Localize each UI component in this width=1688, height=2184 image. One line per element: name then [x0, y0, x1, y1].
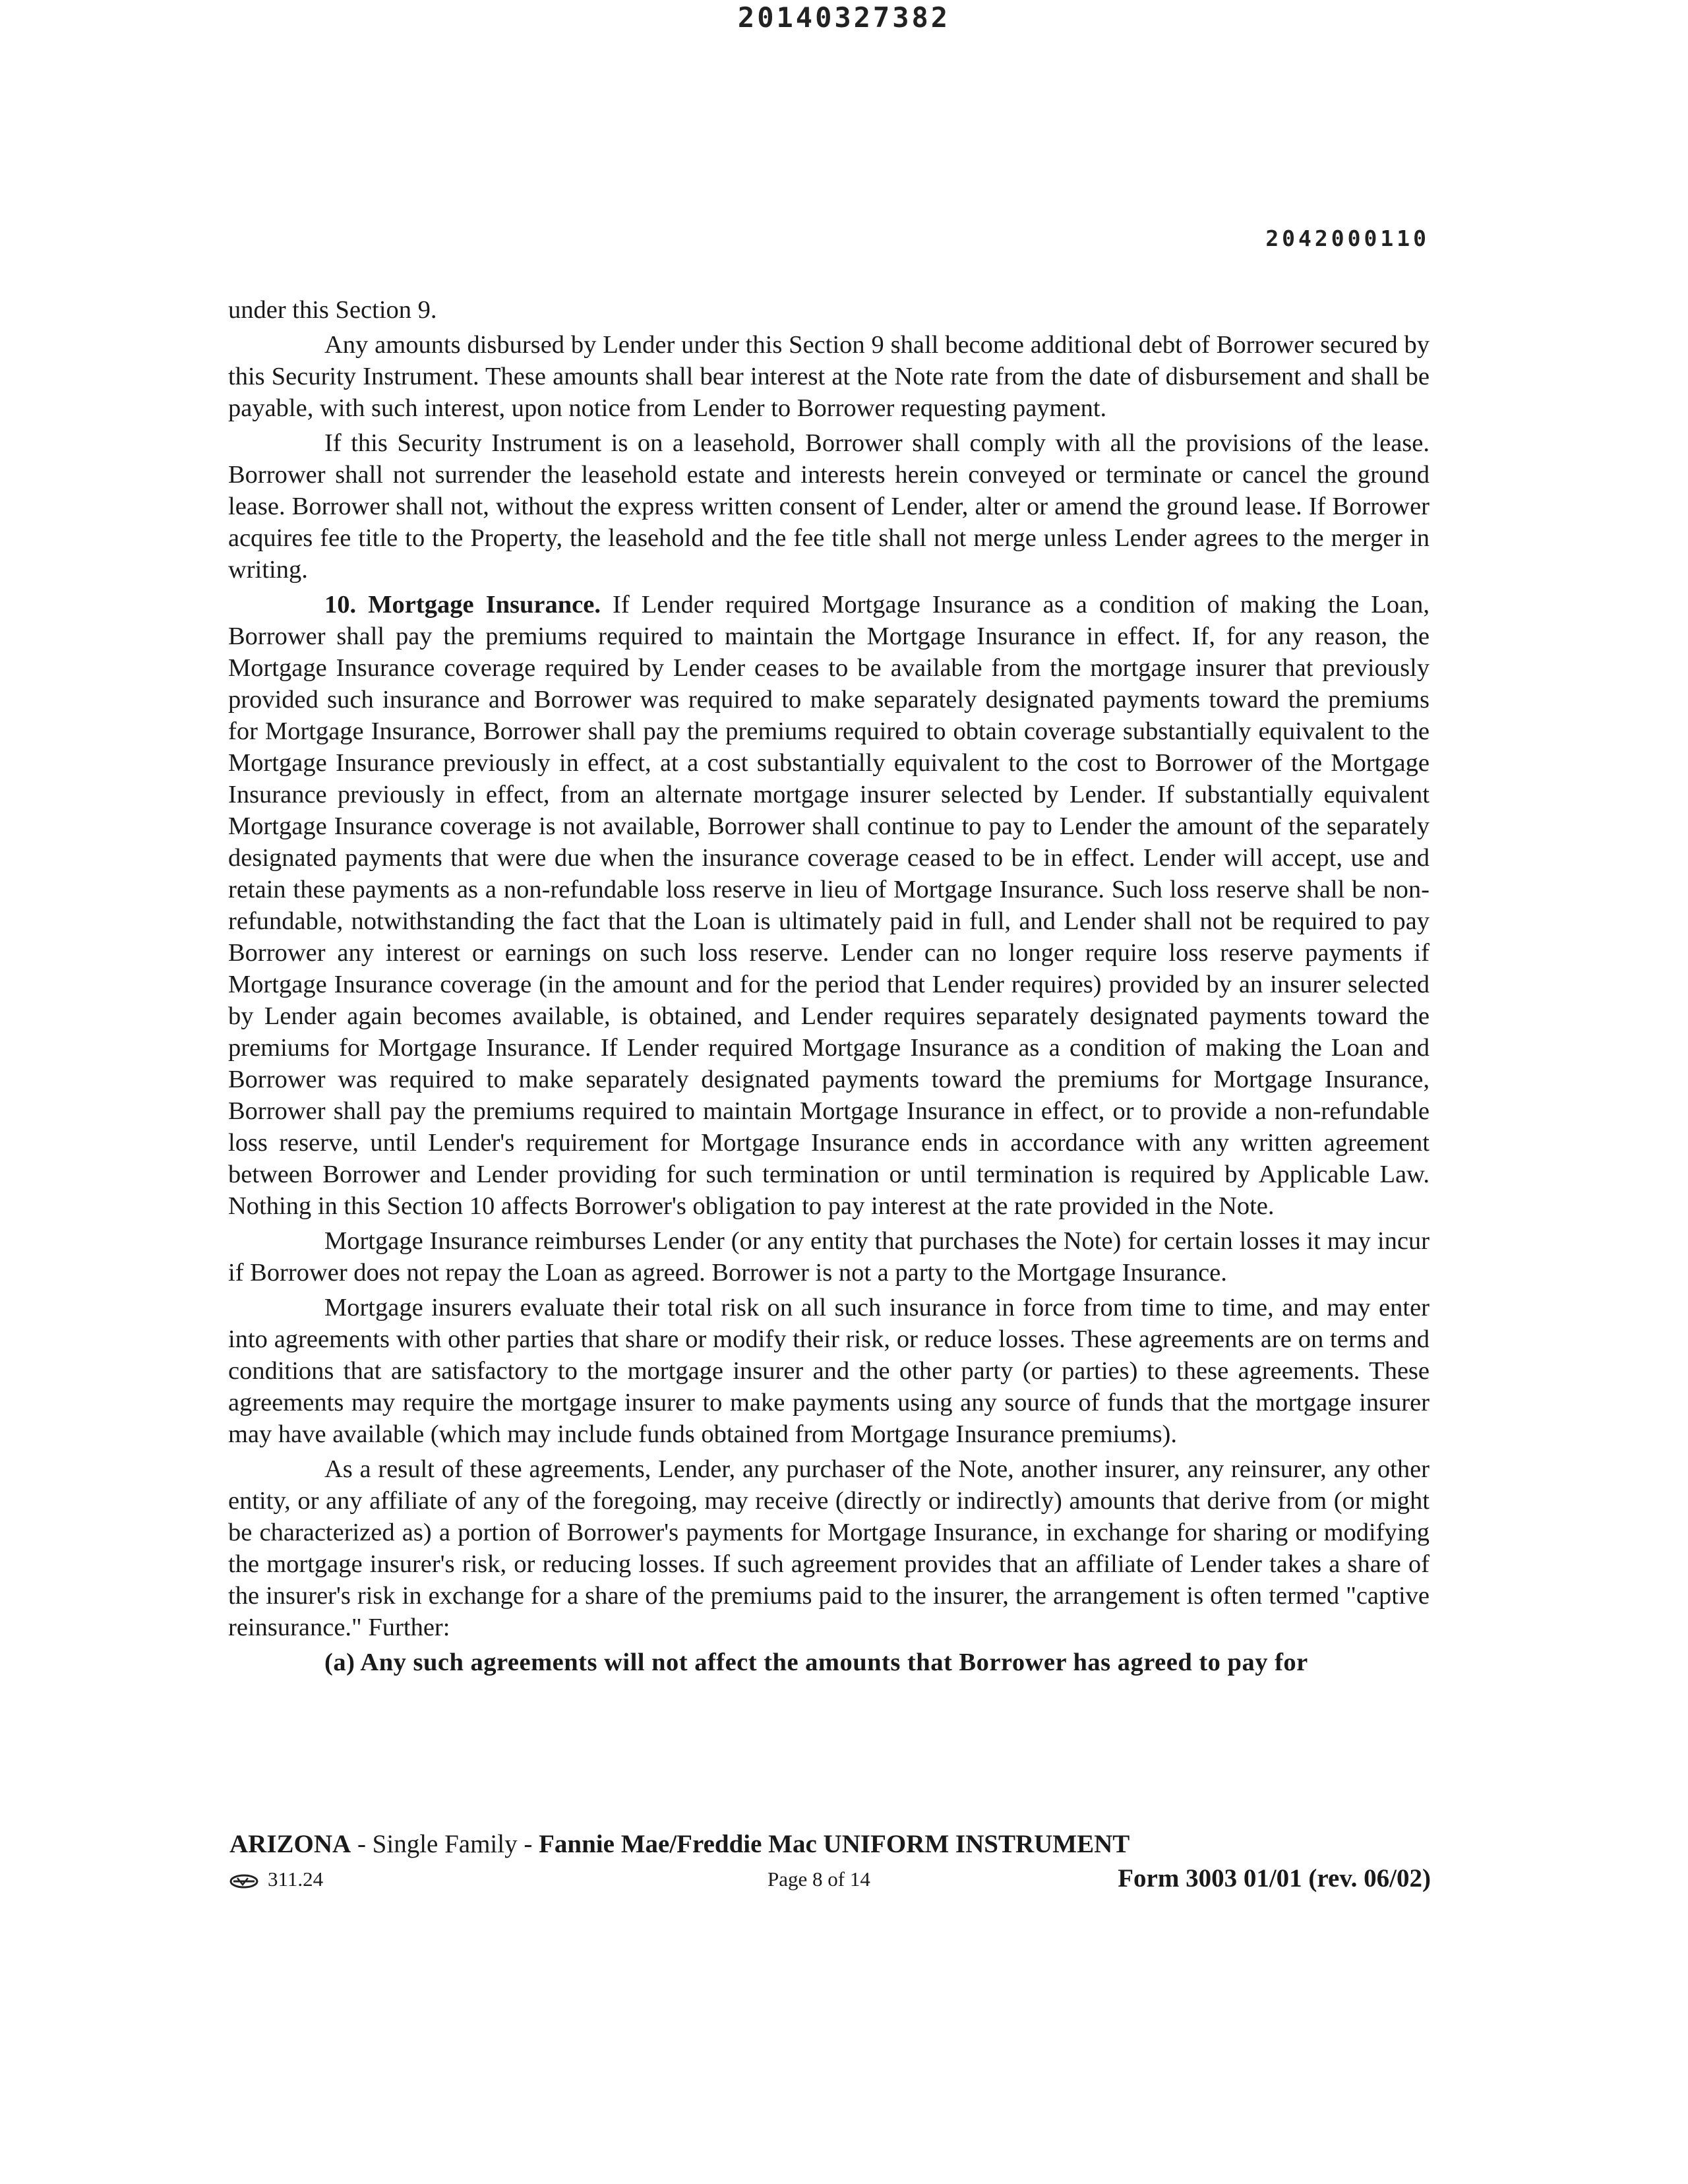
- form-code-text: 311.24: [268, 1867, 324, 1891]
- footer-form-code: [229, 1867, 323, 1891]
- footer-instrument: Fannie Mae/Freddie Mac UNIFORM INSTRUMENT: [539, 1830, 1130, 1858]
- vmp-logo-icon: [229, 1873, 258, 1889]
- loan-number: 2042000110: [1265, 226, 1430, 251]
- document-body: [228, 294, 1430, 1682]
- paragraph-mi-risk: Mortgage insurers evaluate their total risk on all such insurance in force from time to time, and may enter into agreements with other parties that share or modify their risk, or reduce losses. These agreements are on terms and conditions that are satisfactory to the mortgage insurer and the other party (or parties) to these agreements. These agreements may require the mortgage insurer to make payments using any source of funds that the mortgage insurer may have available (which may include funds obtained from Mortgage Insurance premiums).: [228, 1294, 1430, 1448]
- paragraph-leasehold: If this Security Instrument is on a leasehold, Borrower shall comply with all the provisions of the lease. Borrower shall not surrender the leasehold estate and interests herein conveyed or terminate or cancel the ground lease. Borrower shall not, without the express written consent of Lender, alter or amend the ground lease. If Borrower acquires fee title to the Property, the leasehold and the fee title shall not merge unless Lender agrees to the merger in writing.: [228, 429, 1430, 584]
- paragraph-clause-a: (a) Any such agreements will not affect the amounts that Borrower has agreed to pay for: [324, 1649, 1308, 1676]
- footer-separator: - Single Family -: [351, 1830, 539, 1858]
- section-10-heading: 10. Mortgage Insurance.: [324, 591, 601, 619]
- paragraph-mi-reimbursement: Mortgage Insurance reimburses Lender (or any entity that purchases the Note) for certain losses it may incur if Borrower does not repay the Loan as agreed. Borrower is not a party to the Mortgage Insurance.: [228, 1227, 1430, 1287]
- footer-meta: [229, 1864, 1431, 1898]
- section-10-text: If Lender required Mortgage Insurance as a condition of making the Loan, Borrower shall pay the premiums required to maintain the Mortgage Insurance in effect. If, for any reason, the Mortgage Insurance coverage required by Lender ceases to be available from the mortgage insurer that previously provided such insurance and Borrower was required to make separately designated payments toward the premiums for Mortgage Insurance, Borrower shall pay the premiums required to obtain coverage substantially equivalent to the Mortgage Insurance previously in effect, at a cost substantially equivalent to the cost to Borrower of the Mortgage Insurance previously in effect, from an alternate mortgage insurer selected by Lender. If substantially equivalent Mortgage Insurance coverage is not available, Borrower shall continue to pay to Lender the amount of the separately designated payments that were due when the insurance coverage ceased to be in effect. Lender will accept, use and retain these payments as a non-refundable loss reserve in lieu of Mortgage Insurance. Such loss reserve shall be non-refundable, notwithstanding the fact that the Loan is ultimately paid in full, and Lender shall not be required to pay Borrower any interest or earnings on such loss reserve. Lender can no longer require loss reserve payments if Mortgage Insurance coverage (in the amount and for the period that Lender requires) provided by an insurer selected by Lender again becomes available, is obtained, and Lender requires separately designated payments toward the premiums for Mortgage Insurance. If Lender required Mortgage Insurance as a condition of making the Loan and Borrower was required to make separately designated payments toward the premiums for Mortgage Insurance, Borrower shall pay the premiums required to maintain Mortgage Insurance in effect, or to provide a non-refundable loss reserve, until Lender's requirement for Mortgage Insurance ends in accordance with any written agreement between Borrower and Lender providing for such termination or until termination is required by Applicable Law. Nothing in this Section 10 affects Borrower's obligation to pay interest at the rate provided in the Note.: [228, 591, 1430, 1220]
- footer-state: ARIZONA: [229, 1830, 351, 1858]
- page-indicator: Page 8 of 14: [768, 1867, 870, 1891]
- paragraph-section-9-end: under this Section 9.: [228, 296, 437, 324]
- recording-number: 20140327382: [737, 1, 951, 34]
- paragraph-section-10: [228, 589, 1430, 1222]
- paragraph-captive-reinsurance: As a result of these agreements, Lender, any purchaser of the Note, another insurer, any reinsurer, any other entity, or any affiliate of any of the foregoing, may receive (directly or indirectly) amounts that derive from (or might be characterized as) a portion of Borrower's payments for Mortgage Insurance, in exchange for sharing or modifying the mortgage insurer's risk, or reducing losses. If such agreement provides that an affiliate of Lender takes a share of the insurer's risk in exchange for a share of the premiums paid to the insurer, the arrangement is often termed "captive reinsurance." Further:: [228, 1455, 1430, 1641]
- paragraph-disbursements: Any amounts disbursed by Lender under this Section 9 shall become additional debt of Borrower secured by this Security Instrument. These amounts shall bear interest at the Note rate from the date of disbursement and shall be payable, with such interest, upon notice from Lender to Borrower requesting payment.: [228, 331, 1430, 422]
- form-number: Form 3003 01/01 (rev. 06/02): [1118, 1864, 1431, 1893]
- footer-instrument-title: [229, 1829, 1130, 1859]
